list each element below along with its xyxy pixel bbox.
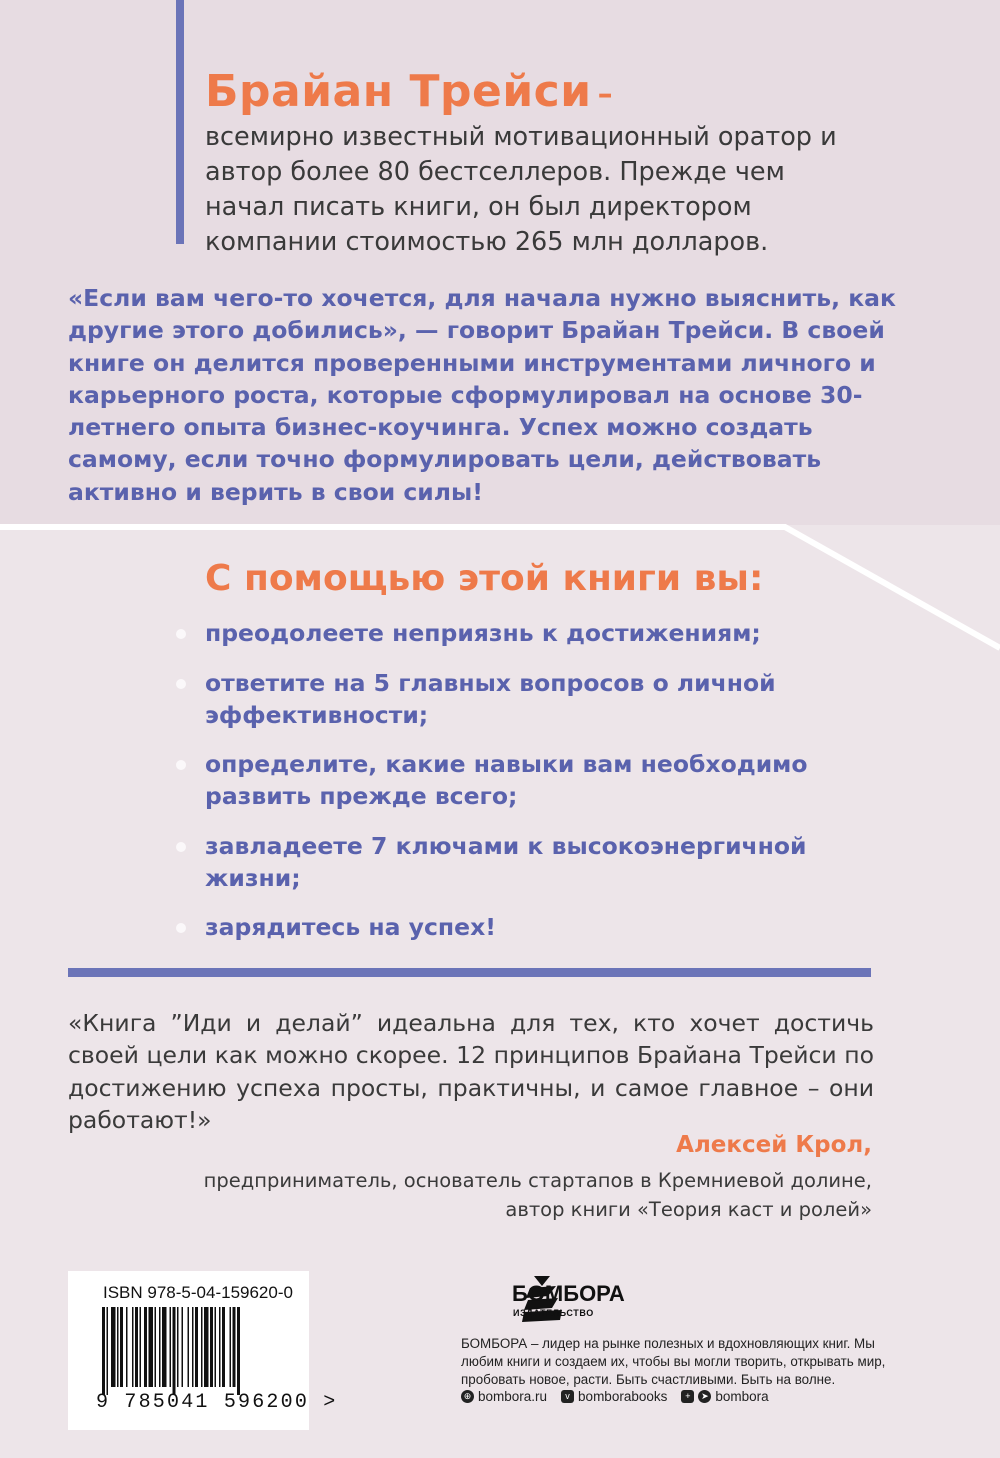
globe-icon: ⊕: [461, 1390, 474, 1403]
list-item: определите, какие навыки вам необходимо развить прежде всего;: [176, 748, 896, 812]
author-dash: –: [597, 76, 614, 112]
vk-icon: v: [561, 1390, 574, 1403]
list-item: завладеете 7 ключами к высокоэнергичной жизни;: [176, 830, 896, 894]
barcode-icon: [102, 1307, 282, 1395]
barcode-box: [68, 1271, 338, 1430]
bullet-icon: [176, 760, 186, 770]
bullet-icon: [176, 679, 186, 689]
bullet-icon: [176, 842, 186, 852]
quote-author-role: предприниматель, основатель стартапов в Кремниевой долине, автор книги «Теория каст и ролей»: [203, 1169, 872, 1221]
section-divider: [68, 968, 871, 977]
list-item: ответите на 5 главных вопросов о личной эффективности;: [176, 667, 896, 731]
list-item: зарядитесь на успех!: [176, 911, 896, 943]
list-item: преодолеете неприязнь к достижениям;: [176, 617, 896, 649]
social-link-vk[interactable]: v bomborabooks: [561, 1389, 667, 1404]
telegram-icon: ➤: [698, 1390, 711, 1403]
book-blurb: «Если вам чего-то хочется, для начала нужно выяснить, как другие этого добились», — говорит Брайан Трейси. В своей книге он делится проверенными инструментами личного и карьерного роста, которые сформулировал на основе 30-летнего опыта бизнес-коучинга. Успех можно создать самому, если точно формулировать цели, действовать активно и верить в свои силы!: [68, 284, 896, 506]
quote-author: Алексей Крол,: [676, 1132, 872, 1158]
publisher-blurb: БОМБОРА – лидер на рынке полезных и вдохновляющих книг. Мы любим книги и создаем их, чтобы вы могли творить, открывать мир, пробовать новое, расти. Быть счастливыми. Быть на волне.: [461, 1336, 886, 1387]
social-link-site[interactable]: ⊕ bombora.ru: [461, 1389, 547, 1404]
bullet-icon: [176, 629, 186, 639]
author-bio: всемирно известный мотивационный оратор и автор более 80 бестселлеров. Прежде чем начал писать книги, он был директором компании стоимостью 265 млн долларов.: [205, 122, 837, 257]
social-links: [461, 1389, 769, 1404]
publisher-sub: ИЗДАТЕЛЬСТВО: [513, 1308, 594, 1318]
review-quote: «Книга ”Иди и делай” идеальна для тех, кто хочет достичь своей цели как можно скорее. 12 принципов Брайана Трейси по достижению успеха просты, практичны, и самое главное – они работают!»: [68, 1009, 874, 1134]
benefits-list: [176, 617, 896, 961]
benefits-title: С помощью этой книги вы:: [205, 558, 764, 599]
social-link-telegram[interactable]: + ➤ bombora: [681, 1389, 768, 1404]
author-name: Брайан Трейси –: [205, 66, 614, 117]
publisher-name: БОМБОРА: [512, 1281, 625, 1306]
isbn-label: ISBN 978-5-04-159620-0: [103, 1283, 293, 1302]
plus-icon: +: [681, 1390, 694, 1403]
bullet-icon: [176, 923, 186, 933]
barcode-digits: 9 785041 596200 >: [96, 1391, 338, 1414]
accent-vertical-bar: [176, 0, 184, 244]
